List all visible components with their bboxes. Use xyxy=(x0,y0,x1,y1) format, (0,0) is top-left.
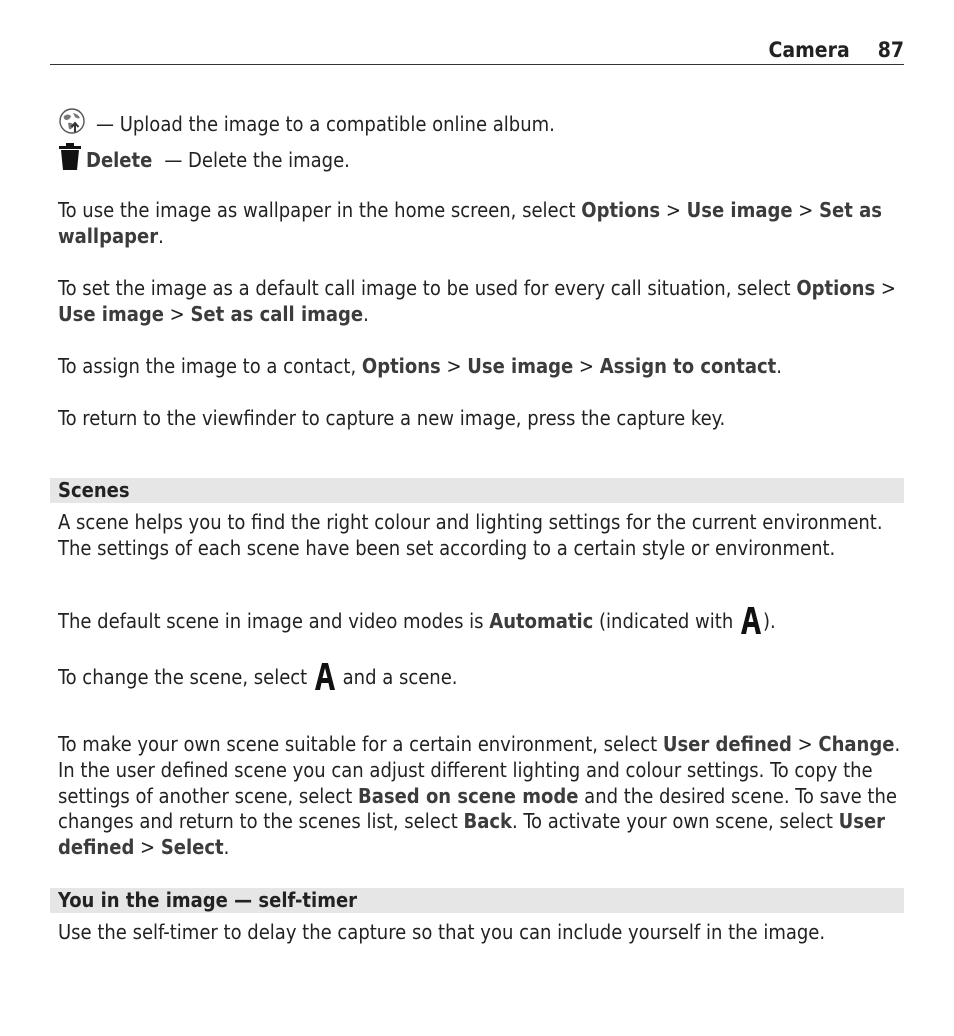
text: . xyxy=(776,354,782,378)
text: . To activate your own scene, select xyxy=(511,809,839,834)
default-scene-paragraph xyxy=(58,606,904,642)
menu-change: Change xyxy=(818,732,895,756)
text: To use the image as wallpaper in the home screen, select xyxy=(58,198,582,222)
separator: > xyxy=(163,302,191,326)
delete-description: — Delete the image. xyxy=(164,148,350,172)
separator: > xyxy=(660,198,687,222)
change-scene-paragraph xyxy=(58,662,904,698)
scene-automatic: Automatic xyxy=(489,609,594,633)
text: and a scene. xyxy=(336,665,458,689)
wallpaper-paragraph xyxy=(58,197,904,249)
separator: > xyxy=(875,276,896,300)
menu-options: Options xyxy=(581,198,661,222)
automatic-scene-icon xyxy=(740,606,762,642)
text: . xyxy=(363,302,369,326)
section-title: Camera xyxy=(768,38,850,62)
text: To change the scene, select xyxy=(58,665,313,689)
text: To return to the viewfinder to capture a new image, press the capture key. xyxy=(58,406,726,430)
user-defined-scene-paragraph xyxy=(58,732,904,861)
menu-options: Options xyxy=(796,276,876,300)
self-timer-paragraph: Use the self-timer to delay the capture so that you can include yourself in the image. xyxy=(58,920,826,944)
separator: > xyxy=(440,354,468,378)
text: (indicated with xyxy=(593,609,739,633)
menu-use-image: Use image xyxy=(58,302,164,326)
online-share-icon xyxy=(58,107,86,141)
text: . In the user defined scene you can adjust different lighting and colour settings. To copy the settings of another scene, select xyxy=(58,732,901,808)
scenes-heading: Scenes xyxy=(50,478,904,503)
scenes-intro: A scene helps you to find the right colour and lighting settings for the current environment. The settings of each scene have been set according to a certain style or environment. xyxy=(58,510,883,560)
menu-user-defined: User defined xyxy=(662,732,792,756)
text: To make your own scene suitable for a certain environment, select xyxy=(58,732,663,756)
assign-contact-paragraph xyxy=(58,353,904,379)
upload-description: — Upload the image to a compatible online album. xyxy=(96,112,555,136)
menu-select: Select xyxy=(160,835,224,860)
trash-icon xyxy=(58,143,82,177)
delete-label: Delete xyxy=(86,148,153,172)
upload-action xyxy=(58,107,904,141)
menu-use-image: Use image xyxy=(686,198,793,222)
menu-assign-to-contact: Assign to contact xyxy=(599,354,777,378)
text: The default scene in image and video modes is xyxy=(58,609,490,633)
menu-based-on-scene-mode: Based on scene mode xyxy=(358,783,579,808)
separator: > xyxy=(792,198,820,222)
self-timer-heading: You in the image — self-timer xyxy=(50,888,904,913)
text: and the desired scene. To save the changes and return to the scenes list, select xyxy=(58,783,897,834)
running-header xyxy=(50,36,904,65)
menu-set-as-wallpaper: Set as wallpaper xyxy=(58,198,882,248)
text: . xyxy=(158,224,164,248)
separator: > xyxy=(573,354,600,378)
text: ). xyxy=(762,609,776,633)
menu-use-image: Use image xyxy=(467,354,574,378)
delete-action xyxy=(58,143,904,177)
text: . xyxy=(223,835,230,860)
menu-back: Back xyxy=(463,809,512,834)
automatic-scene-icon xyxy=(314,662,336,698)
call-image-paragraph xyxy=(58,275,904,327)
page-number: 87 xyxy=(877,38,904,62)
return-viewfinder-paragraph xyxy=(58,405,904,431)
separator: > xyxy=(791,732,819,756)
separator: > xyxy=(134,835,161,860)
menu-set-as-call-image: Set as call image xyxy=(190,302,364,326)
text: To assign the image to a contact, xyxy=(58,354,362,378)
text: To set the image as a default call image to be used for every call situation, select xyxy=(58,276,797,300)
menu-options: Options xyxy=(361,354,441,378)
menu-user-defined: User defined xyxy=(58,809,886,860)
